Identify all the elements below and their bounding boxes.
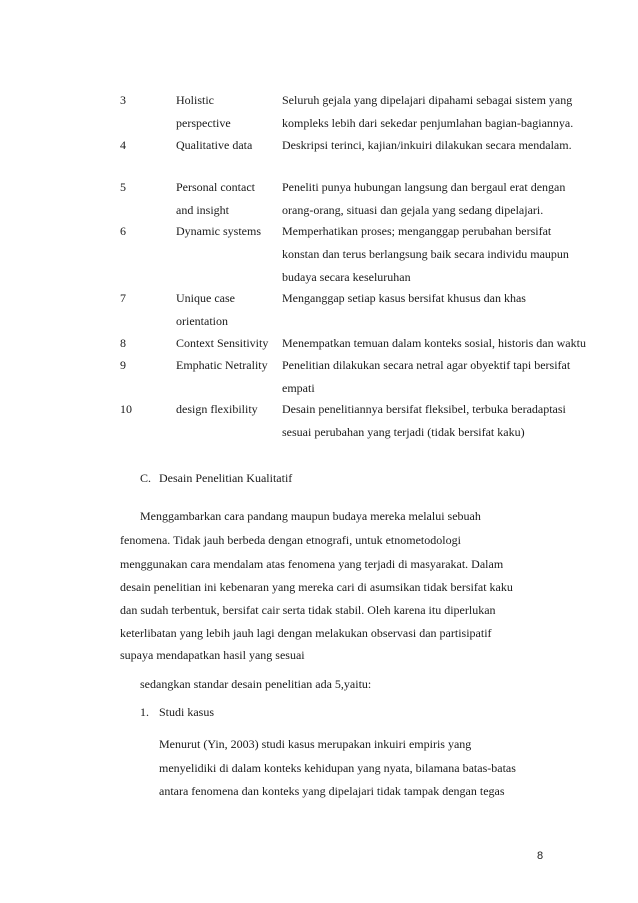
term-line: orientation xyxy=(176,314,228,328)
row-term xyxy=(176,287,282,333)
desc-line: Menempatkan temuan dalam konteks sosial, historis dan waktu xyxy=(282,336,586,350)
row-description xyxy=(282,220,622,289)
paragraph-line: keterlibatan yang lebih jauh lagi dengan melakukan observasi dan partisipatif xyxy=(120,626,492,640)
desc-line: Desain penelitiannya bersifat fleksibel, terbuka beradaptasi xyxy=(282,402,566,416)
row-description xyxy=(282,287,622,310)
term-line: perspective xyxy=(176,116,231,130)
row-number: 6 xyxy=(120,224,126,238)
term-line: and insight xyxy=(176,203,229,217)
list-label: Studi kasus xyxy=(159,705,215,719)
paragraph-line: menggunakan cara mendalam atas fenomena yang terjadi di masyarakat. Dalam xyxy=(120,557,504,571)
row-number: 3 xyxy=(120,93,126,107)
list-item xyxy=(140,705,214,720)
paragraph-line: fenomena. Tidak jauh berbeda dengan etnografi, untuk etnometodologi xyxy=(120,533,461,547)
row-term xyxy=(176,220,282,243)
row-number: 10 xyxy=(120,402,132,416)
paragraph-line: antara fenomena dan konteks yang dipelajari tidak tampak dengan tegas xyxy=(159,784,505,798)
paragraph-line: supaya mendapatkan hasil yang sesuai xyxy=(120,648,305,662)
desc-line: sesuai perubahan yang terjadi (tidak bersifat kaku) xyxy=(282,425,525,439)
paragraph-line: menyelidiki di dalam konteks kehidupan yang nyata, bilamana batas-batas xyxy=(159,761,516,775)
paragraph-line: dan sudah terbentuk, bersifat cair serta tidak stabil. Oleh karena itu diperlukan xyxy=(120,603,496,617)
row-term xyxy=(176,176,282,222)
term-line: Unique case xyxy=(176,291,235,305)
desc-line: Peneliti punya hubungan langsung dan bergaul erat dengan xyxy=(282,180,566,194)
desc-line: budaya secara keseluruhan xyxy=(282,270,411,284)
row-number: 5 xyxy=(120,180,126,194)
paragraph-line: Menurut (Yin, 2003) studi kasus merupakan inkuiri empiris yang xyxy=(159,737,472,751)
row-term xyxy=(176,354,282,377)
desc-line: Memperhatikan proses; menganggap perubahan bersifat xyxy=(282,224,552,238)
desc-line: orang-orang, situasi dan gejala yang sedang dipelajari. xyxy=(282,203,544,217)
row-description xyxy=(282,89,622,135)
term-line: Holistic xyxy=(176,93,214,107)
row-description xyxy=(282,134,622,157)
paragraph-line: desain penelitian ini kebenaran yang mereka cari di asumsikan tidak bersifat kaku xyxy=(120,580,513,594)
paragraph-standard: sedangkan standar desain penelitian ada 5,yaitu: xyxy=(140,677,372,691)
row-description xyxy=(282,176,622,222)
desc-line: Seluruh gejala yang dipelajari dipahami sebagai sistem yang xyxy=(282,93,573,107)
desc-line: Penelitian dilakukan secara netral agar obyektif tapi bersifat xyxy=(282,358,571,372)
desc-line: konstan dan terus berlangsung baik secara individu maupun xyxy=(282,247,569,261)
desc-line: kompleks lebih dari sekedar penjumlahan bagian-bagiannya. xyxy=(282,116,574,130)
paragraph-line: Menggambarkan cara pandang maupun budaya mereka melalui sebuah xyxy=(140,509,481,523)
term-line: design flexibility xyxy=(176,402,258,416)
row-term xyxy=(176,89,282,135)
term-line: Emphatic Netrality xyxy=(176,358,268,372)
page-number: 8 xyxy=(537,850,544,862)
section-heading xyxy=(140,471,292,486)
term-line: Dynamic systems xyxy=(176,224,261,238)
row-description xyxy=(282,354,622,400)
row-description xyxy=(282,332,622,355)
term-line: Context Sensitivity xyxy=(176,336,269,350)
desc-line: Menganggap setiap kasus bersifat khusus dan khas xyxy=(282,291,526,305)
desc-line: Deskripsi terinci, kajian/inkuiri dilakukan secara mendalam. xyxy=(282,138,572,152)
section-letter: C. xyxy=(140,471,152,485)
row-description xyxy=(282,398,622,444)
term-line: Qualitative data xyxy=(176,138,253,152)
list-number: 1. xyxy=(140,705,149,719)
row-number: 4 xyxy=(120,138,126,152)
row-number: 7 xyxy=(120,291,126,305)
section-title: Desain Penelitian Kualitatif xyxy=(159,471,293,485)
row-term xyxy=(176,134,282,157)
row-term xyxy=(176,398,282,421)
row-number: 8 xyxy=(120,336,126,350)
term-line: Personal contact xyxy=(176,180,255,194)
desc-line: empati xyxy=(282,381,315,395)
row-number: 9 xyxy=(120,358,126,372)
row-term xyxy=(176,332,282,355)
